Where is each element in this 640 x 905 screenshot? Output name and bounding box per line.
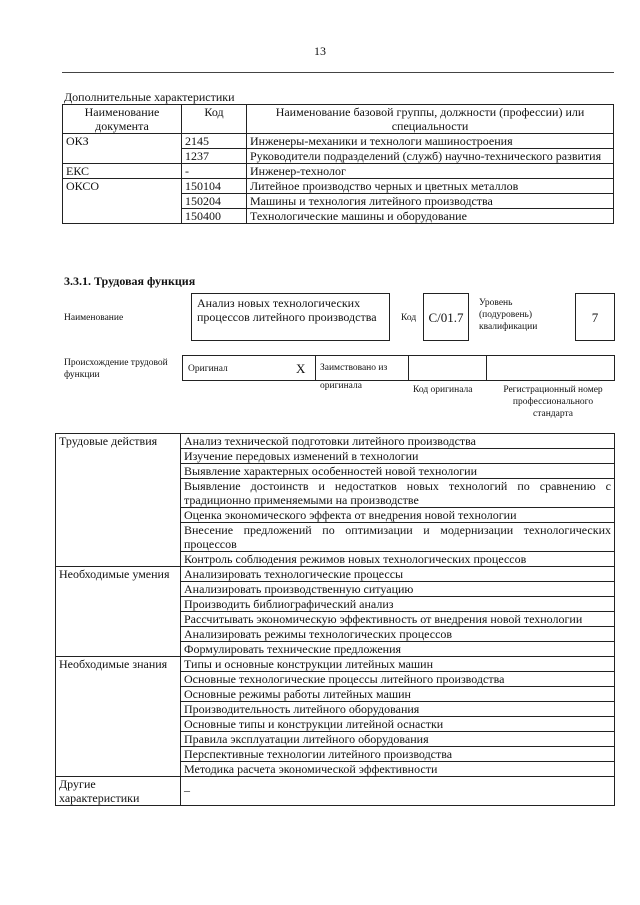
name-label: Наименование	[64, 313, 124, 323]
original-label: Оригинал	[188, 364, 228, 374]
table-row	[63, 179, 614, 194]
labor-action-item: Анализ технической подготовки литейного производства	[181, 434, 615, 449]
skill-item: Формулировать технические предложения	[181, 642, 615, 657]
other-value: –	[181, 777, 615, 806]
original-mark: X	[296, 361, 306, 376]
table-row	[56, 777, 615, 806]
code-original-cell	[408, 355, 487, 381]
labor-action-item: Контроль соблюдения режимов новых технологических процессов	[181, 552, 615, 567]
labor-action-item: Изучение передовых изменений в технологии	[181, 449, 615, 464]
table-header-row	[63, 105, 614, 134]
original-cell	[182, 355, 316, 381]
code-cell: 150104	[182, 179, 247, 194]
skill-item: Анализировать технологические процессы	[181, 567, 615, 582]
labor-function-title: 3.3.1. Трудовая функция	[64, 274, 196, 288]
code-label: Код	[401, 313, 417, 323]
code-cell: 150400	[182, 209, 247, 224]
code-cell: 2145	[182, 134, 247, 149]
header-code: Код	[182, 105, 247, 134]
name-cell: Инженер-технолог	[247, 164, 614, 179]
knowledge-item: Основные технологические процессы литейного производства	[181, 672, 615, 687]
skill-item: Рассчитывать экономическую эффективность от внедрения новой технологии	[181, 612, 615, 627]
function-code-box: C/01.7	[423, 293, 469, 341]
additional-characteristics-caption: Дополнительные характеристики	[64, 90, 235, 104]
labor-activities-table	[55, 433, 615, 806]
category-cell: Другие характеристики	[56, 777, 181, 806]
reg-number-cell	[486, 355, 615, 381]
code-cell: -	[182, 164, 247, 179]
table-row	[56, 434, 615, 449]
code-cell: 1237	[182, 149, 247, 164]
knowledge-item: Основные режимы работы литейных машин	[181, 687, 615, 702]
table-row	[56, 657, 615, 672]
labor-action-item: Внесение предложений по оптимизации и модернизации технологических процессов	[181, 523, 615, 552]
name-cell: Литейное производство черных и цветных металлов	[247, 179, 614, 194]
origin-label: Происхождение трудовой функции	[64, 358, 168, 380]
table-row	[56, 567, 615, 582]
category-cell: Трудовые действия	[56, 434, 181, 567]
knowledge-item: Перспективные технологии литейного производства	[181, 747, 615, 762]
code-original-label: Код оригинала	[413, 385, 473, 395]
name-cell: Инженеры-механики и технологи машиностроения	[247, 134, 614, 149]
labor-action-item: Выявление характерных особенностей новой технологии	[181, 464, 615, 479]
knowledge-item: Основные типы и конструкции литейной оснастки	[181, 717, 615, 732]
additional-characteristics-body	[63, 134, 614, 224]
qualification-level-box: 7	[575, 293, 615, 341]
header-divider	[62, 72, 614, 73]
code-cell: 150204	[182, 194, 247, 209]
skill-item: Анализировать производственную ситуацию	[181, 582, 615, 597]
name-cell: Машины и технология литейного производства	[247, 194, 614, 209]
skill-item: Анализировать режимы технологических процессов	[181, 627, 615, 642]
name-cell: Технологические машины и оборудование	[247, 209, 614, 224]
category-cell: Необходимые знания	[56, 657, 181, 777]
name-cell: Руководители подразделений (служб) научно-технического развития	[247, 149, 614, 164]
labor-activities-body	[56, 434, 615, 806]
header-name: Наименование базовой группы, должности (профессии) или специальности	[247, 105, 614, 134]
labor-action-item: Оценка экономического эффекта от внедрения новой технологии	[181, 508, 615, 523]
doc-cell: ОКЗ	[63, 134, 182, 164]
doc-cell: ЕКС	[63, 164, 182, 179]
borrowed-label: Заимствовано из оригинала	[320, 363, 388, 391]
qualification-level-label: Уровень (подуровень) квалификации	[479, 298, 538, 332]
doc-cell: ОКСО	[63, 179, 182, 224]
header-doc: Наименование документа	[63, 105, 182, 134]
table-row	[63, 134, 614, 149]
page-number: 13	[314, 44, 326, 58]
knowledge-item: Производительность литейного оборудования	[181, 702, 615, 717]
function-name-box: Анализ новых технологических процессов литейного производства	[191, 293, 390, 341]
labor-action-item: Выявление достоинств и недостатков новых технологий по сравнению с традиционно применяемыми на производстве	[181, 479, 615, 508]
skill-item: Производить библиографический анализ	[181, 597, 615, 612]
borrowed-cell	[315, 355, 409, 391]
category-cell: Необходимые умения	[56, 567, 181, 657]
knowledge-item: Правила эксплуатации литейного оборудования	[181, 732, 615, 747]
additional-characteristics-table	[62, 104, 614, 224]
knowledge-item: Типы и основные конструкции литейных машин	[181, 657, 615, 672]
knowledge-item: Методика расчета экономической эффективности	[181, 762, 615, 777]
table-row	[63, 164, 614, 179]
reg-number-label: Регистрационный номер профессионального стандарта	[503, 385, 603, 419]
